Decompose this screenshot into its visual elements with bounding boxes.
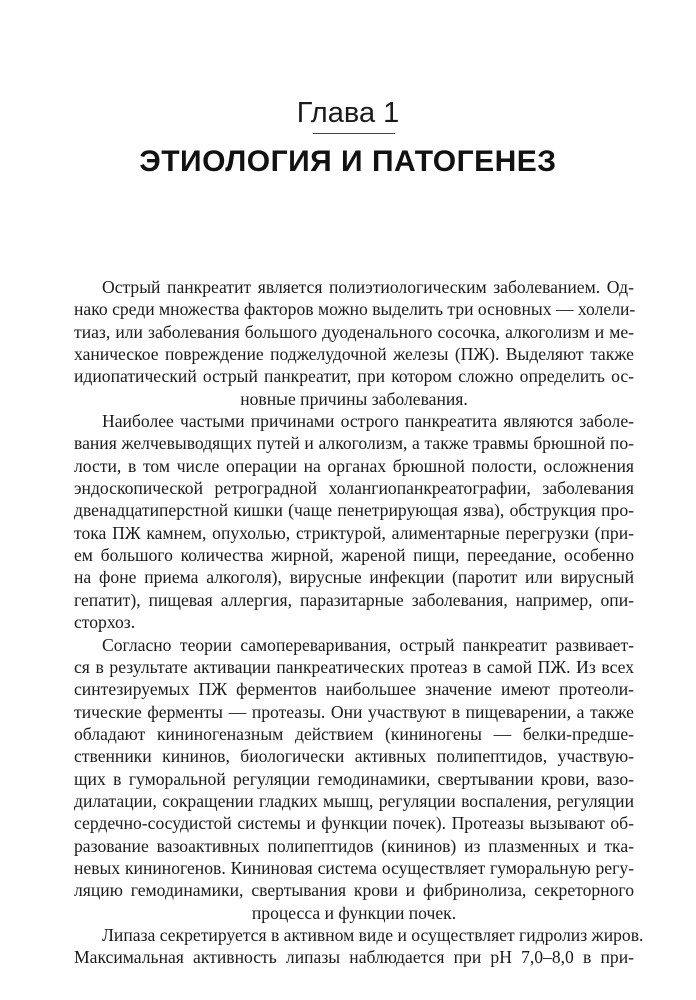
text-line: Наиболее частыми причинами острого панкреатита являются заболе-: [102, 411, 634, 432]
text-line: синтезируемых ПЖ ферментов наибольшее значение имеют протеоли-: [74, 679, 634, 700]
text-line: вания желчевыводящих путей и алкоголизм, а также травмы брюшной по-: [74, 433, 634, 454]
text-line: Согласно теории самопереваривания, острый панкреатит развивает-: [102, 634, 634, 655]
text-line: дилатации, сокращении гладких мышц, регуляции воспаления, регуляции: [74, 790, 634, 811]
chapter-title: ЭТИОЛОГИЯ И ПАТОГЕНЕЗ: [139, 145, 557, 178]
body-text: [74, 276, 644, 969]
text-line: сердечно-сосудистой системы и функции почек). Протеазы вызывают об-: [74, 813, 634, 834]
text-line: двенадцатиперстной кишки (чаще пенетрирующая язва), обструкция про-: [74, 500, 634, 521]
text-line: Липаза секретируется в активном виде и осуществляет гидролиз жиров.: [102, 924, 644, 945]
text-line: тиаз, или заболевания большого дуоденального сосочка, алкоголизм и ме-: [74, 321, 634, 342]
text-line: невых кининогенов. Кининовая система осуществляет гуморальную регу-: [74, 857, 634, 878]
text-line: лости, в том числе операции на органах брюшной полости, осложнения: [74, 455, 634, 476]
text-line: на фоне приема алкоголя), вирусные инфекции (паротит или вирусный: [74, 567, 634, 588]
text-line: идиопатический острый панкреатит, при котором сложно определить ос-: [74, 366, 634, 387]
text-line: новные причины заболевания.: [240, 388, 468, 409]
text-line: щих в гуморальной регуляции гемодинамики, свертывании крови, вазо-: [74, 768, 634, 789]
text-line: нако среди множества факторов можно выделить три основных — холели-: [74, 299, 636, 320]
text-line: ханическое повреждение поджелудочной железы (ПЖ). Выделяют также: [74, 344, 634, 365]
text-line: разование вазоактивных полипептидов (кининов) из плазменных и тка-: [74, 835, 634, 856]
chapter-underline: [313, 133, 395, 134]
text-line: ственники кининов, биологически активных полипептидов, участвую-: [74, 746, 634, 767]
text-line: процесса и функции почек.: [251, 902, 457, 923]
text-line: Максимальная активность липазы наблюдается при pH 7,0–8,0 в при-: [74, 947, 634, 968]
text-line: тические ферменты — протеазы. Они участвуют в пищеварении, а также: [74, 701, 634, 722]
text-line: сторхоз.: [74, 612, 136, 633]
text-line: гепатит), пищевая аллергия, паразитарные заболевания, например, опи-: [74, 589, 634, 610]
text-line: ся в результате активации панкреатических протеаз в самой ПЖ. Из всех: [74, 656, 634, 677]
text-line: ем большого количества жирной, жареной пищи, переедание, особенно: [74, 545, 634, 566]
text-line: ляцию гемодинамики, свертывания крови и фибринолиза, секреторного: [74, 880, 634, 901]
text-line: эндоскопической ретроградной холангиопанкреатографии, заболевания: [74, 478, 634, 499]
text-line: обладают кининогеназным действием (кининогены — белки-предше-: [74, 723, 634, 744]
text-line: тока ПЖ камнем, опухолью, стриктурой, алиментарные перегрузки (при-: [74, 522, 634, 543]
text-line: Острый панкреатит является полиэтиологическим заболеванием. Од-: [102, 277, 634, 297]
chapter-label: Глава 1: [296, 97, 400, 129]
